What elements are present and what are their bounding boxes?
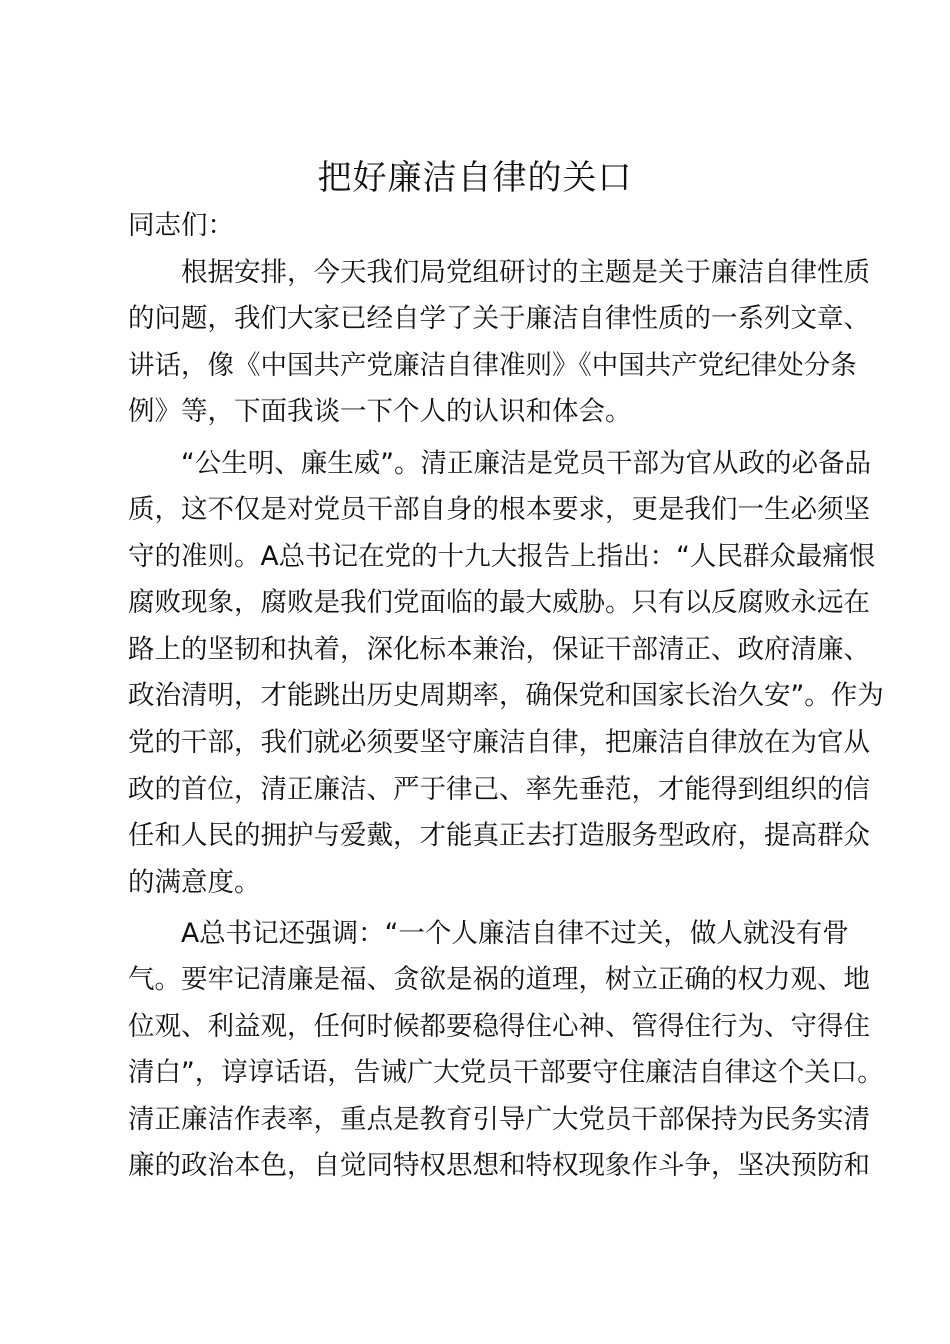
body-line: 腐败现象，腐败是我们党面临的最大威胁。只有以反腐败永远在: [128, 587, 870, 618]
body-line: 清正廉洁作表率，重点是教育引导广大党员干部保持为民务实清: [128, 1104, 870, 1135]
body-line: 位观、利益观，任何时候都要稳得住心神、管得住行为、守得住: [128, 1011, 870, 1042]
body-line: 清白”，谆谆话语，告诫广大党员干部要守住廉洁自律这个关口。: [128, 1057, 884, 1088]
body-line: 政的首位，清正廉洁、严于律己、率先垂范，才能得到组织的信: [128, 774, 870, 805]
body-line: 任和人民的拥护与爱戴，才能真正去打造服务型政府，提高群众: [128, 820, 870, 851]
body-line: 政治清明，才能跳出历史周期率，确保党和国家长治久安”。作为: [128, 680, 884, 711]
body-line: 路上的坚韧和执着，深化标本兼治，保证干部清正、政府清廉、: [128, 634, 870, 665]
body-line: 气。要牢记清廉是福、贪欲是祸的道理，树立正确的权力观、地: [128, 964, 870, 995]
body-line: “公生明、廉生威”。清正廉洁是党员干部为官从政的必备品: [128, 448, 871, 479]
body-line: 根据安排，今天我们局党组研讨的主题是关于廉洁自律性质: [128, 257, 870, 288]
body-line: A总书记还强调：“一个人廉洁自律不过关，做人就没有骨: [128, 918, 849, 949]
body-line: 守的准则。A总书记在党的十九大报告上指出：“人民群众最痛恨: [128, 541, 876, 572]
salutation: 同志们：: [128, 210, 234, 241]
body-line: 廉的政治本色，自觉同特权思想和特权现象作斗争，坚决预防和: [128, 1150, 870, 1181]
body-line: 党的干部，我们就必须要坚守廉洁自律，把廉洁自律放在为官从: [128, 727, 870, 758]
body-line: 例》等，下面我谈一下个人的认识和体会。: [128, 396, 632, 427]
body-line: 讲话，像《中国共产党廉洁自律准则》《中国共产党纪律处分条: [128, 350, 857, 381]
document-title: 把好廉洁自律的关口: [317, 158, 633, 198]
body-line: 的问题，我们大家已经自学了关于廉洁自律性质的一系列文章、: [128, 303, 870, 334]
body-line: 的满意度。: [128, 867, 261, 898]
body-line: 质，这不仅是对党员干部自身的根本要求，更是我们一生必须坚: [128, 494, 870, 525]
